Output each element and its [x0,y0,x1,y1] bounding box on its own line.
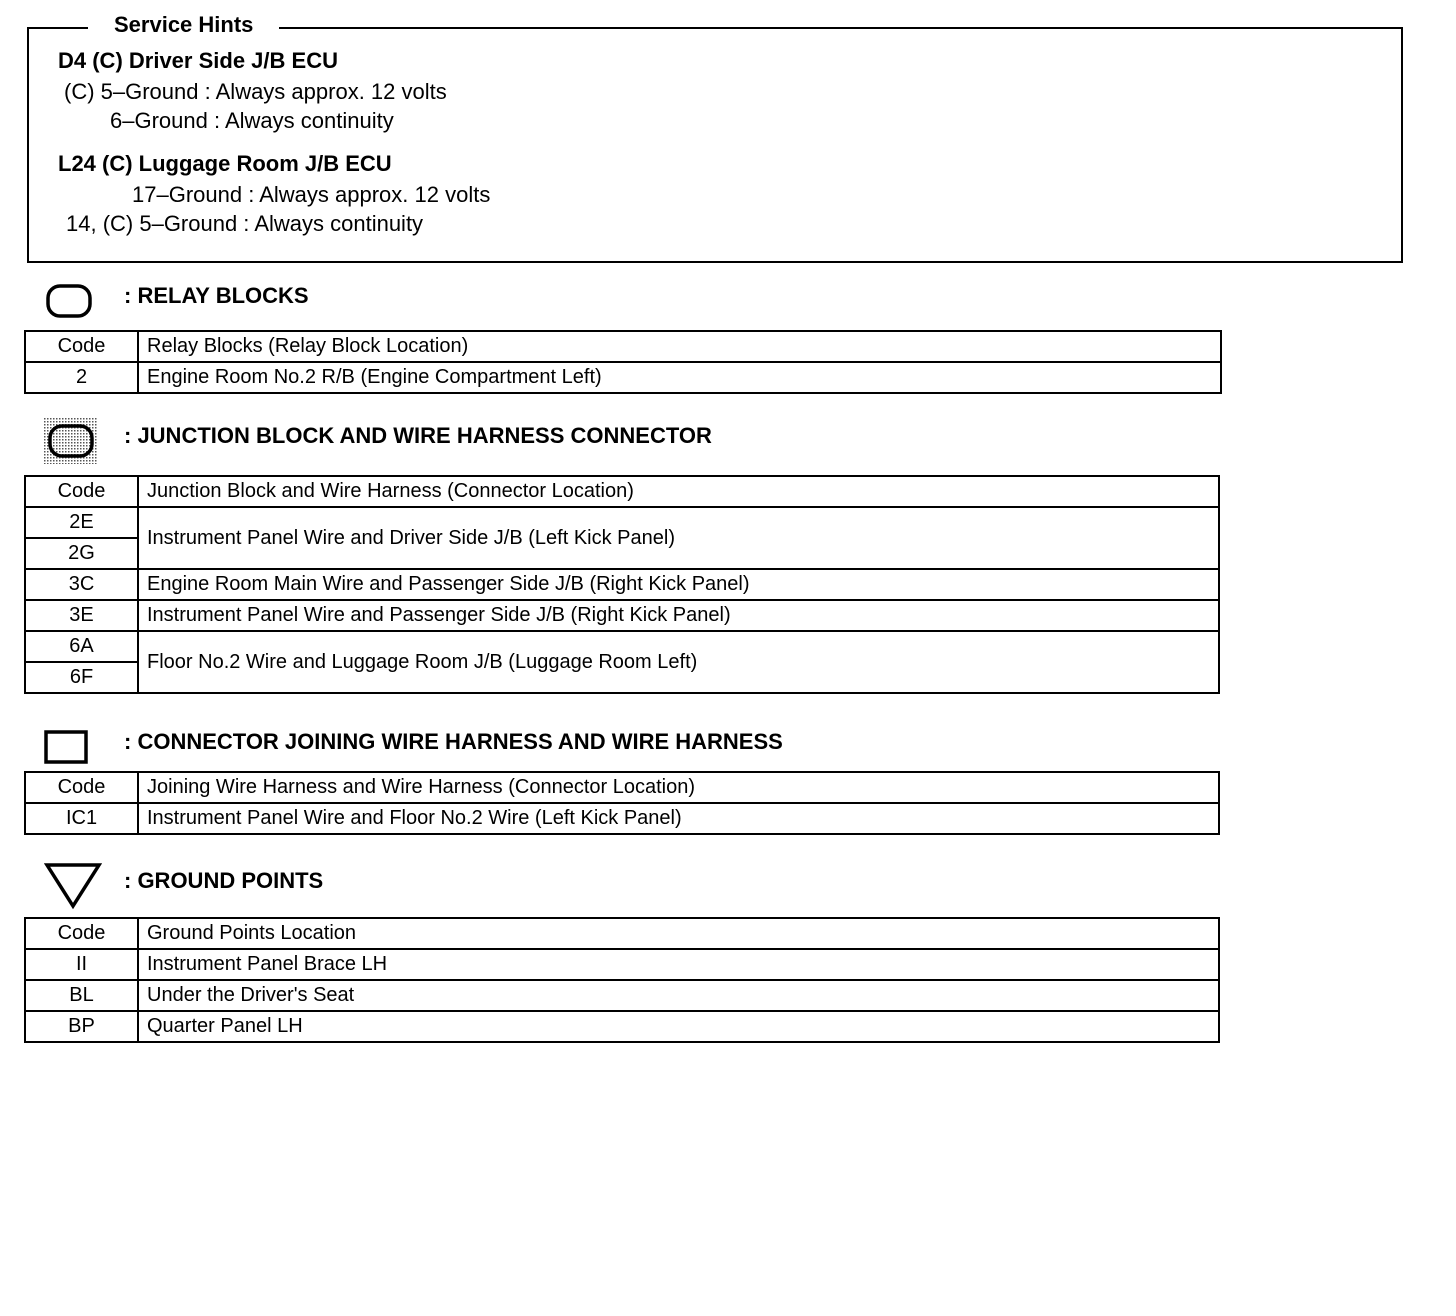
connectors-table [24,771,1220,835]
row-code: 2G [25,538,138,569]
table-row [25,507,1219,538]
code-header: Code [25,772,138,803]
d4-hint-1: (C) 5–Ground : Always approx. 12 volts [64,79,447,104]
row-desc: Instrument Panel Wire and Floor No.2 Wire (Left Kick Panel) [138,803,1219,834]
row-code: 3E [25,600,138,631]
row-code: BL [25,980,138,1011]
table-header-row [25,331,1221,362]
service-hints-title: Service Hints [88,11,279,39]
row-desc: Instrument Panel Brace LH [138,949,1219,980]
ground-points-title: : GROUND POINTS [124,868,324,893]
square-icon [44,730,88,764]
table-header-row [25,918,1219,949]
down-triangle-icon [44,862,102,910]
junction-blocks-title: : JUNCTION BLOCK AND WIRE HARNESS CONNECTOR [124,423,712,448]
desc-header: Ground Points Location [138,918,1219,949]
table-row [25,569,1219,600]
l24-header: L24 (C) Luggage Room J/B ECU [58,151,392,176]
d4-header: D4 (C) Driver Side J/B ECU [58,48,338,73]
row-code: IC1 [25,803,138,834]
row-code: 2E [25,507,138,538]
row-desc: Quarter Panel LH [138,1011,1219,1042]
table-header-row [25,772,1219,803]
row-desc: Engine Room Main Wire and Passenger Side J/B (Right Kick Panel) [138,569,1219,600]
row-desc: Instrument Panel Wire and Driver Side J/B (Left Kick Panel) [138,507,1219,569]
code-header: Code [25,476,138,507]
row-desc: Engine Room No.2 R/B (Engine Compartment Left) [138,362,1221,393]
l24-hint-1: 17–Ground : Always approx. 12 volts [132,182,491,207]
relay-blocks-title: : RELAY BLOCKS [124,283,309,308]
row-code: 2 [25,362,138,393]
desc-header: Joining Wire Harness and Wire Harness (Connector Location) [138,772,1219,803]
junction-blocks-table [24,475,1220,694]
table-row [25,362,1221,393]
desc-header: Junction Block and Wire Harness (Connector Location) [138,476,1219,507]
table-row [25,949,1219,980]
table-row [25,600,1219,631]
l24-hint-2: 14, (C) 5–Ground : Always continuity [66,211,424,236]
code-header: Code [25,918,138,949]
row-desc: Instrument Panel Wire and Passenger Side J/B (Right Kick Panel) [138,600,1219,631]
desc-header: Relay Blocks (Relay Block Location) [138,331,1221,362]
row-code: II [25,949,138,980]
relay-blocks-table [24,330,1222,394]
d4-hint-2: 6–Ground : Always continuity [110,108,394,133]
row-desc: Floor No.2 Wire and Luggage Room J/B (Luggage Room Left) [138,631,1219,693]
shaded-rounded-rect-icon [44,418,98,464]
table-row [25,1011,1219,1042]
row-code: 3C [25,569,138,600]
table-row [25,980,1219,1011]
table-row [25,803,1219,834]
row-desc: Under the Driver's Seat [138,980,1219,1011]
table-header-row [25,476,1219,507]
rounded-rect-icon [46,284,92,318]
ground-points-table [24,917,1220,1043]
table-row [25,631,1219,662]
connectors-title: : CONNECTOR JOINING WIRE HARNESS AND WIRE HARNESS [124,729,783,754]
row-code: BP [25,1011,138,1042]
row-code: 6F [25,662,138,693]
code-header: Code [25,331,138,362]
row-code: 6A [25,631,138,662]
